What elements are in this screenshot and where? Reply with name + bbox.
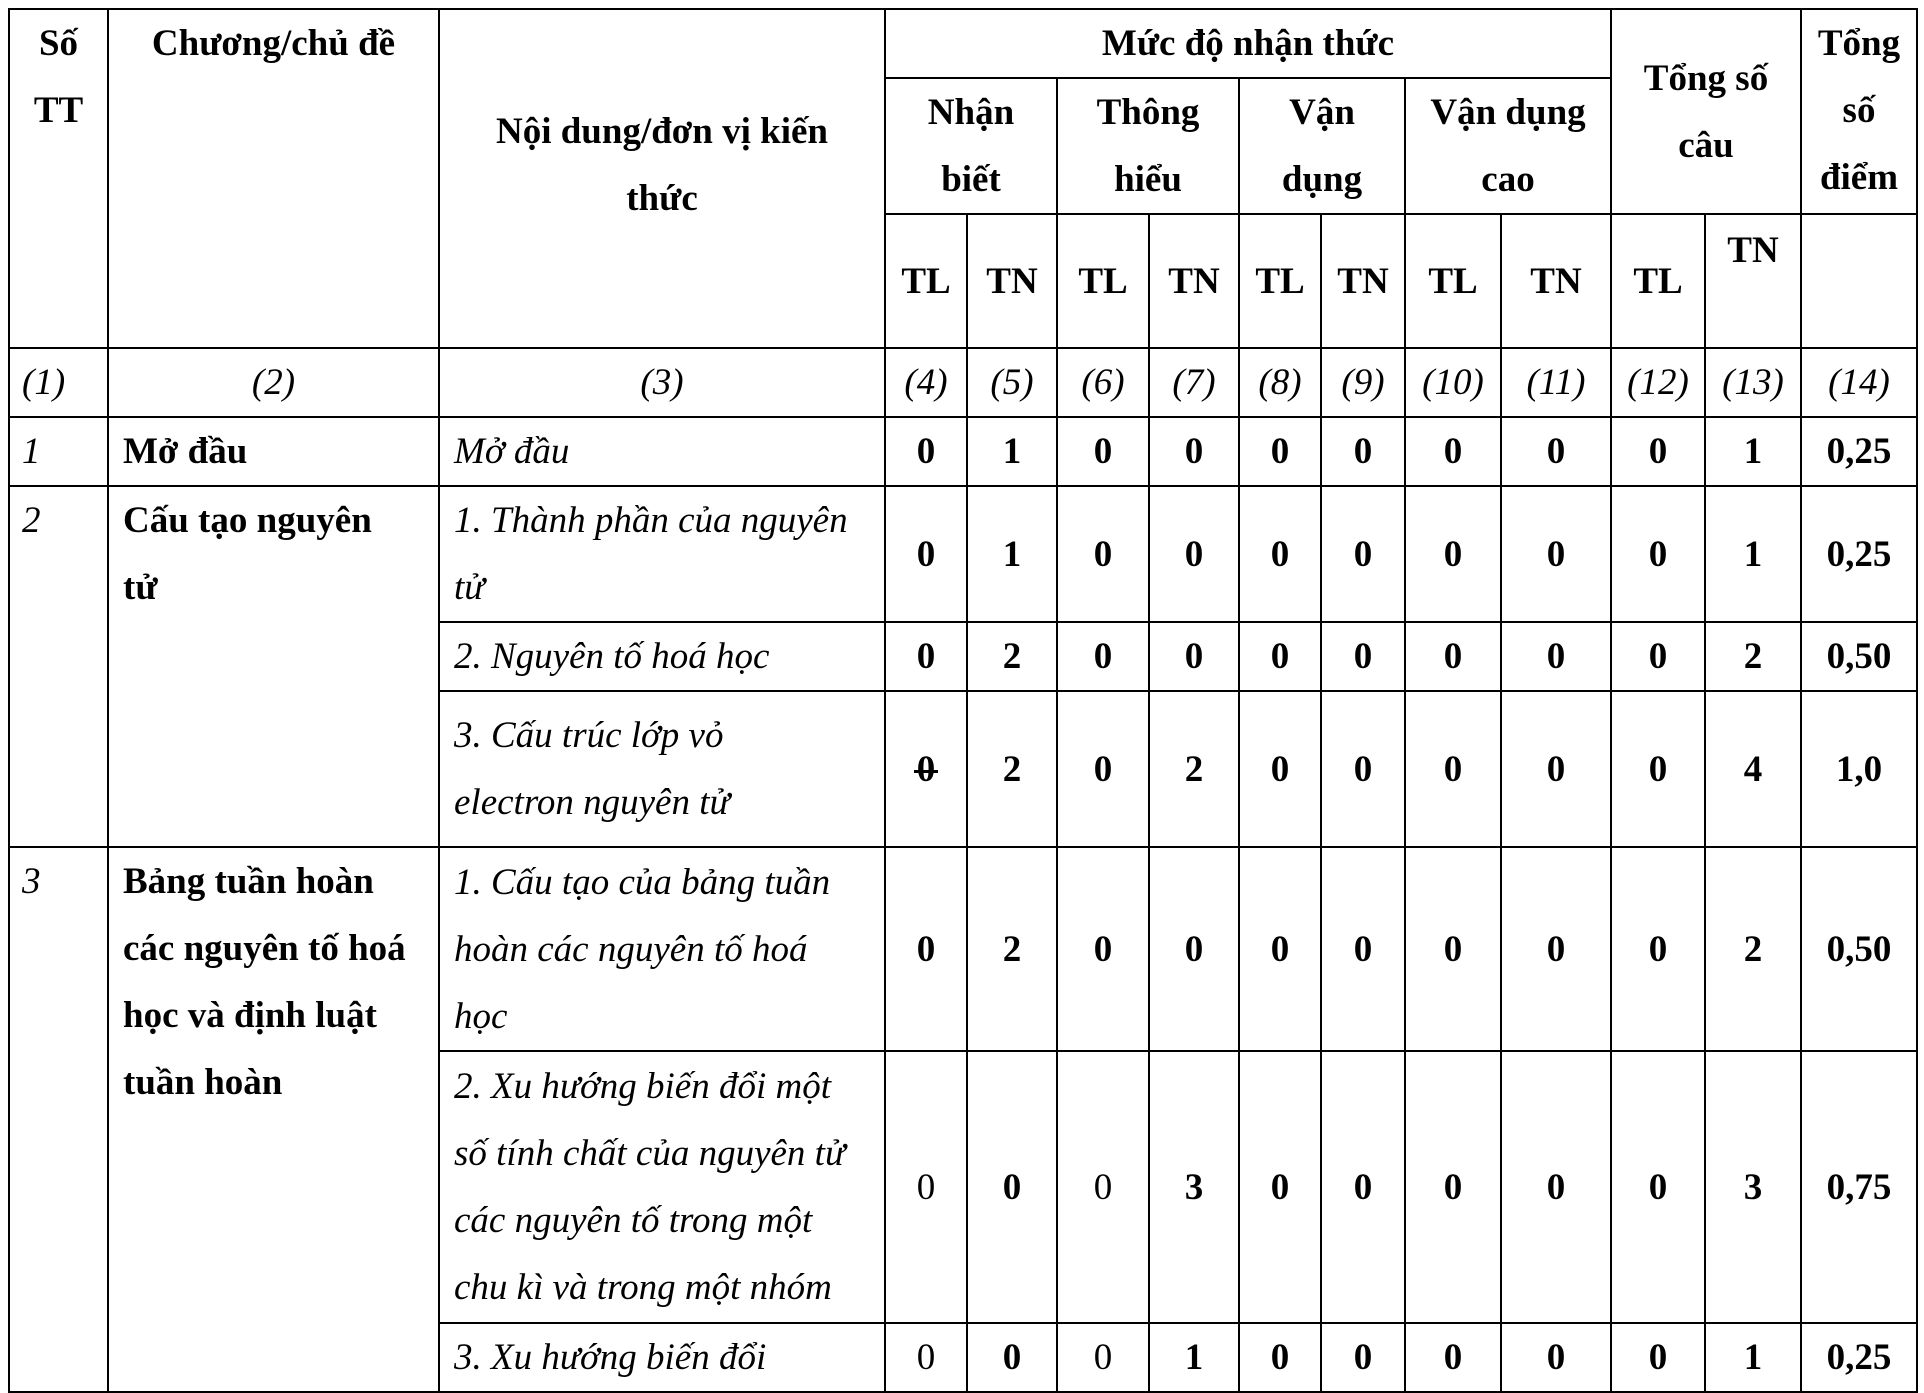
- chapter-line: Cấu tạo nguyên: [123, 500, 372, 541]
- value-cell: 0: [1611, 1323, 1705, 1392]
- value-cell: 0: [1405, 486, 1501, 622]
- content-line: chu kì và trong một nhóm: [454, 1267, 832, 1308]
- value-cell: 0: [1611, 1051, 1705, 1323]
- header-nhan-biet-line1: Nhận: [927, 92, 1015, 133]
- value-cell: 0: [1321, 1323, 1405, 1392]
- header-tn-13: TN: [1705, 214, 1801, 348]
- header-score-empty: [1801, 214, 1917, 348]
- header-van-dung-line1: Vận: [1289, 92, 1355, 133]
- column-number: (3): [439, 348, 885, 417]
- chapter-line: các nguyên tố hoá: [123, 928, 406, 969]
- value-cell: 0: [1405, 417, 1501, 486]
- value-cell: 0: [1321, 847, 1405, 1051]
- value-cell: 0: [1239, 417, 1321, 486]
- header-tn-11: TN: [1501, 214, 1611, 348]
- header-van-dung: [1239, 78, 1405, 214]
- value-cell: 1: [1705, 417, 1801, 486]
- row-content: [439, 691, 885, 847]
- content-line: 1. Thành phần của nguyên: [454, 500, 848, 541]
- value-cell: 0: [1405, 622, 1501, 691]
- header-content-line1: Nội dung/đơn vị kiến: [495, 111, 829, 152]
- header-tn-9: TN: [1321, 214, 1405, 348]
- column-number: (13): [1705, 348, 1801, 417]
- content-line: các nguyên tố trong một: [454, 1200, 813, 1241]
- value-cell: 0: [1501, 417, 1611, 486]
- header-content: [439, 9, 885, 348]
- value-cell: 0: [1405, 1323, 1501, 1392]
- header-tl-12: TL: [1611, 214, 1705, 348]
- column-number: (4): [885, 348, 967, 417]
- value-cell: 0: [1321, 417, 1405, 486]
- row-stt: 2: [9, 486, 108, 847]
- header-nhan-biet: [885, 78, 1057, 214]
- score-cell: 0,50: [1801, 847, 1917, 1051]
- value-cell: 0: [1239, 1051, 1321, 1323]
- value-cell: 0: [1501, 1323, 1611, 1392]
- header-chapter-label: Chương/chủ đề: [151, 23, 396, 64]
- value-cell: 1: [1149, 1323, 1239, 1392]
- chapter-line: tuần hoàn: [123, 1062, 283, 1103]
- row-content: [439, 622, 885, 691]
- value-cell: 0: [1149, 622, 1239, 691]
- column-number: (5): [967, 348, 1057, 417]
- value-cell: 0: [1057, 691, 1149, 847]
- value-cell: 2: [967, 691, 1057, 847]
- content-line: 3. Cấu trúc lớp vỏ: [454, 715, 724, 756]
- content-line: Mở đầu: [454, 431, 570, 472]
- header-tl-10: TL: [1405, 214, 1501, 348]
- header-thong-hieu-line1: Thông: [1096, 92, 1200, 133]
- value-cell: 0: [1321, 1051, 1405, 1323]
- score-cell: 0,25: [1801, 1323, 1917, 1392]
- header-tl-8: TL: [1239, 214, 1321, 348]
- column-number: (2): [108, 348, 439, 417]
- value-cell: 0: [1501, 622, 1611, 691]
- header-thong-hieu-line2: hiểu: [1114, 159, 1182, 200]
- header-total-score: [1801, 9, 1917, 214]
- value-cell: 2: [967, 622, 1057, 691]
- value-cell: 0: [1057, 1051, 1149, 1323]
- value-cell: 0: [1501, 1051, 1611, 1323]
- value-cell: 0: [885, 1051, 967, 1323]
- value-cell: 0: [885, 622, 967, 691]
- column-number-row: [9, 348, 1917, 417]
- table-row: [9, 847, 1917, 1051]
- header-tl-6: TL: [1057, 214, 1149, 348]
- header-stt: [9, 9, 108, 348]
- header-van-dung-cao-line1: Vận dụng: [1430, 92, 1586, 133]
- value-cell: 0: [1057, 1323, 1149, 1392]
- value-cell: 2: [967, 847, 1057, 1051]
- value-cell: 0: [1611, 691, 1705, 847]
- value-cell: 0: [1239, 486, 1321, 622]
- row-chapter: Mở đầu: [108, 417, 439, 486]
- value-cell: 0: [1611, 417, 1705, 486]
- value-cell: 0: [1321, 622, 1405, 691]
- value-cell: 1: [967, 486, 1057, 622]
- value-cell: 0: [885, 486, 967, 622]
- value-cell: 0: [1149, 847, 1239, 1051]
- row-content: [439, 1051, 885, 1323]
- column-number: (1): [9, 348, 108, 417]
- value-cell: 0: [1611, 622, 1705, 691]
- header-total-score-line3: điểm: [1819, 157, 1899, 198]
- value-cell: 0: [1405, 1051, 1501, 1323]
- row-stt: 3: [9, 847, 108, 1392]
- value-cell: 0: [1239, 691, 1321, 847]
- content-line: số tính chất của nguyên tử: [454, 1133, 846, 1174]
- chapter-line: tử: [123, 567, 158, 608]
- value-cell: 0: [885, 417, 967, 486]
- score-cell: 0,50: [1801, 622, 1917, 691]
- value-cell: 0: [1611, 847, 1705, 1051]
- header-tn-5: TN: [967, 214, 1057, 348]
- header-stt-line1: Số: [38, 23, 79, 64]
- header-total-questions-line1: Tổng số: [1643, 57, 1769, 99]
- value-cell: 0: [1239, 847, 1321, 1051]
- score-cell: 1,0: [1801, 691, 1917, 847]
- table-row: [9, 486, 1917, 622]
- row-chapter: [108, 847, 439, 1392]
- value-cell: 0: [1149, 417, 1239, 486]
- score-cell: 0,25: [1801, 417, 1917, 486]
- matrix-table-container: [8, 8, 1918, 1393]
- value-cell: 0: [1501, 847, 1611, 1051]
- header-total-score-line1: Tổng: [1817, 23, 1901, 64]
- value-cell: 0: [967, 1323, 1057, 1392]
- header-level: [885, 9, 1611, 78]
- value-cell: 2: [1705, 847, 1801, 1051]
- header-content-line2: thức: [626, 178, 698, 219]
- struck-value: 0: [917, 736, 936, 803]
- row-content: [439, 486, 885, 622]
- value-cell-struck: [885, 691, 967, 847]
- header-tl-4: TL: [885, 214, 967, 348]
- column-number: (9): [1321, 348, 1405, 417]
- value-cell: 1: [967, 417, 1057, 486]
- column-number: (6): [1057, 348, 1149, 417]
- content-line: hoàn các nguyên tố hoá: [454, 928, 808, 970]
- value-cell: 0: [1057, 486, 1149, 622]
- value-cell: 0: [1239, 1323, 1321, 1392]
- value-cell: 0: [1057, 417, 1149, 486]
- value-cell: 0: [885, 847, 967, 1051]
- value-cell: 0: [1611, 486, 1705, 622]
- score-cell: 0,25: [1801, 486, 1917, 622]
- header-tn-7: TN: [1149, 214, 1239, 348]
- value-cell: 0: [1405, 691, 1501, 847]
- chapter-line: Bảng tuần hoàn: [123, 861, 374, 902]
- content-line: 3. Xu hướng biến đổi: [454, 1337, 767, 1378]
- value-cell: 0: [1501, 486, 1611, 622]
- header-total-questions: [1611, 9, 1801, 214]
- header-thong-hieu: [1057, 78, 1239, 214]
- value-cell: 3: [1705, 1051, 1801, 1323]
- value-cell: 3: [1149, 1051, 1239, 1323]
- content-line: 2. Nguyên tố hoá học: [454, 636, 770, 677]
- content-line: học: [454, 995, 508, 1037]
- value-cell: 1: [1705, 1323, 1801, 1392]
- header-level-label: Mức độ nhận thức: [1101, 23, 1395, 64]
- value-cell: 2: [1149, 691, 1239, 847]
- header-van-dung-line2: dụng: [1281, 159, 1363, 200]
- value-cell: 0: [1405, 847, 1501, 1051]
- value-cell: 0: [967, 1051, 1057, 1323]
- value-cell: 0: [1057, 622, 1149, 691]
- value-cell: 0: [885, 1323, 967, 1392]
- score-cell: 0,75: [1801, 1051, 1917, 1323]
- column-number: (8): [1239, 348, 1321, 417]
- value-cell: 0: [1239, 622, 1321, 691]
- header-total-questions-line2: câu: [1678, 124, 1734, 166]
- header-van-dung-cao-line2: cao: [1481, 159, 1535, 200]
- column-number: (11): [1501, 348, 1611, 417]
- column-number: (14): [1801, 348, 1917, 417]
- header-chapter: [108, 9, 439, 348]
- value-cell: 0: [1501, 691, 1611, 847]
- row-chapter: [108, 486, 439, 847]
- value-cell: 0: [1057, 847, 1149, 1051]
- header-total-score-line2: số: [1842, 90, 1876, 131]
- column-number: (12): [1611, 348, 1705, 417]
- content-line: 1. Cấu tạo của bảng tuần: [454, 861, 831, 903]
- column-number: (7): [1149, 348, 1239, 417]
- header-nhan-biet-line2: biết: [941, 159, 1001, 200]
- content-line: tử: [454, 567, 485, 608]
- header-van-dung-cao: [1405, 78, 1611, 214]
- value-cell: 4: [1705, 691, 1801, 847]
- column-number: (10): [1405, 348, 1501, 417]
- assessment-matrix-table: [8, 8, 1918, 1393]
- value-cell: 0: [1321, 691, 1405, 847]
- value-cell: 2: [1705, 622, 1801, 691]
- row-content: [439, 847, 885, 1051]
- header-stt-line2: TT: [33, 90, 84, 131]
- content-line: 2. Xu hướng biến đổi một: [454, 1066, 832, 1107]
- content-line: electron nguyên tử: [454, 782, 730, 823]
- value-cell: 0: [1149, 486, 1239, 622]
- row-stt: 1: [9, 417, 108, 486]
- value-cell: 1: [1705, 486, 1801, 622]
- chapter-line: học và định luật: [123, 995, 377, 1036]
- row-content: [439, 1323, 885, 1392]
- row-content: [439, 417, 885, 486]
- table-row: [9, 417, 1917, 486]
- value-cell: 0: [1321, 486, 1405, 622]
